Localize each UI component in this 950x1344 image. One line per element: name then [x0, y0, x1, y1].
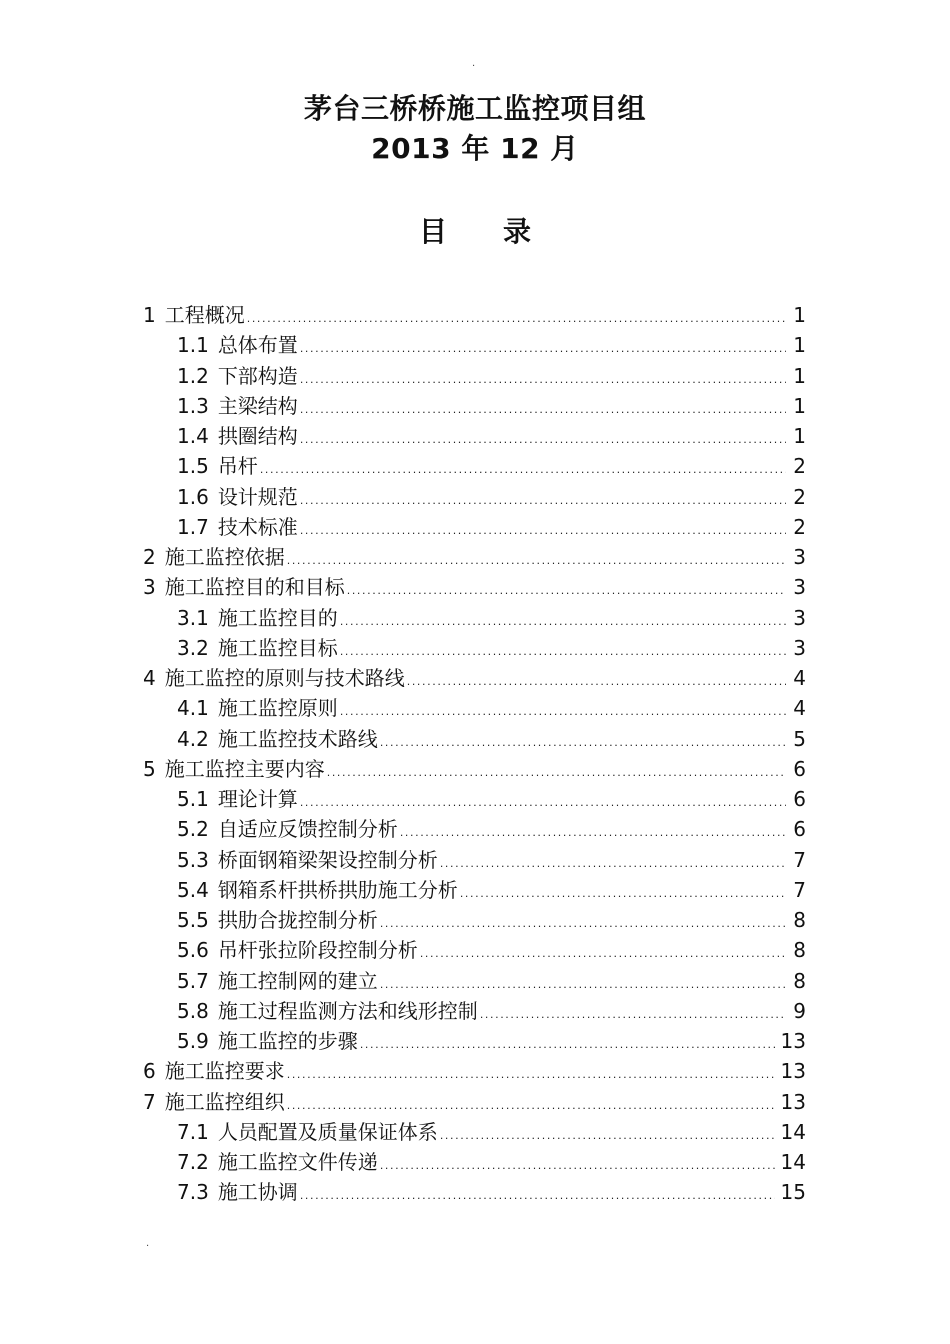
top-mark: .: [472, 58, 476, 69]
toc-entry-label: 施工监控的步骤: [217, 1029, 358, 1053]
toc-entry-label: 吊杆张拉阶段控制分析: [217, 938, 418, 963]
document-date: 2013 年 12 月: [371, 132, 579, 165]
toc-entry-page: 2: [793, 484, 806, 509]
toc-entry[interactable]: [143, 996, 806, 1026]
toc-entry-number: 5.1: [177, 787, 209, 811]
toc-entry-label: 人员配置及质量保证体系: [217, 1119, 438, 1144]
toc-dot-leader: [260, 455, 786, 485]
toc-entry-page: 14: [780, 1119, 806, 1144]
toc-entry-page: 1: [793, 363, 806, 388]
toc-entry-label: 钢箱系杆拱桥拱肋施工分析: [217, 877, 458, 902]
toc-entry-label: 拱肋合拢控制分析: [217, 908, 378, 932]
toc-entry-number: 5: [143, 756, 156, 781]
toc-entry[interactable]: [143, 512, 806, 542]
toc-entry-number: 3: [143, 575, 156, 600]
toc-entry-label: 施工监控主要内容: [164, 756, 325, 781]
toc-dot-leader: [287, 1060, 775, 1090]
toc-entry-page: 9: [793, 998, 806, 1023]
toc-entry-number: 7.2: [177, 1150, 209, 1174]
toc-entry-number: 4.1: [177, 696, 209, 721]
toc-entry-label: 施工监控依据: [164, 545, 285, 569]
toc-entry-label: 下部构造: [217, 363, 298, 388]
toc-entry-page: 13: [780, 1059, 806, 1084]
toc-entry[interactable]: [143, 330, 806, 360]
toc-entry[interactable]: [143, 603, 806, 633]
toc-entry-label: 理论计算: [217, 787, 298, 811]
toc-entry-label: 设计规范: [217, 484, 298, 509]
toc-entry-number: 7.1: [177, 1119, 209, 1144]
toc-heading-char-1: 目: [418, 215, 447, 248]
toc-entry[interactable]: [143, 875, 806, 905]
toc-entry-label: 施工监控目的和目标: [164, 575, 345, 600]
toc-entry-label: 总体布置: [217, 333, 298, 358]
toc-entry-page: 6: [793, 787, 806, 811]
toc-entry-label: 施工监控目的: [217, 605, 338, 630]
toc-entry-page: 1: [793, 303, 806, 327]
toc-dot-leader: [360, 1030, 775, 1060]
table-of-contents: [143, 300, 806, 1208]
toc-entry-label: 工程概况: [164, 303, 245, 327]
toc-entry-number: 4.2: [177, 726, 209, 751]
toc-entry-number: 4: [143, 666, 156, 690]
toc-entry-page: 8: [793, 938, 806, 963]
toc-entry-number: 1.6: [177, 484, 209, 509]
toc-entry-number: 7.3: [177, 1180, 209, 1205]
toc-entry[interactable]: [143, 482, 806, 512]
toc-entry-page: 5: [793, 726, 806, 751]
toc-entry-label: 桥面钢箱梁架设控制分析: [217, 847, 438, 872]
toc-entry-label: 施工协调: [217, 1180, 298, 1205]
toc-entry-page: 1: [793, 333, 806, 358]
toc-dot-leader: [380, 909, 786, 939]
toc-entry[interactable]: [143, 572, 806, 602]
toc-entry[interactable]: [143, 1147, 806, 1177]
toc-entry-page: 8: [793, 908, 806, 932]
toc-entry-page: 4: [793, 666, 806, 690]
toc-entry-number: 5.7: [177, 968, 209, 993]
toc-entry[interactable]: [143, 784, 806, 814]
toc-entry-page: 3: [793, 635, 806, 660]
toc-entry-number: 1.5: [177, 454, 209, 479]
toc-entry[interactable]: [143, 1087, 806, 1117]
toc-entry-label: 自适应反馈控制分析: [217, 817, 398, 842]
toc-entry-label: 施工监控文件传递: [217, 1150, 378, 1174]
toc-entry[interactable]: [143, 845, 806, 875]
document-title: 茅台三桥桥施工监控项目组: [303, 92, 646, 125]
toc-entry[interactable]: [143, 754, 806, 784]
toc-entry-number: 5.2: [177, 817, 209, 842]
toc-entry-page: 13: [780, 1089, 806, 1114]
toc-entry[interactable]: [143, 693, 806, 723]
toc-dot-leader: [380, 1151, 775, 1181]
toc-dot-leader: [380, 728, 786, 758]
toc-entry-page: 2: [793, 514, 806, 539]
toc-entry-page: 15: [780, 1180, 806, 1205]
toc-entry[interactable]: [143, 724, 806, 754]
toc-entry-page: 1: [793, 424, 806, 448]
toc-heading: [0, 210, 950, 250]
toc-entry-page: 4: [793, 696, 806, 721]
toc-dot-leader: [420, 939, 786, 969]
toc-dot-leader: [247, 304, 786, 334]
toc-entry-label: 主梁结构: [217, 393, 298, 418]
toc-dot-leader: [400, 818, 786, 848]
toc-dot-leader: [300, 334, 786, 364]
toc-entry-page: 7: [793, 877, 806, 902]
toc-entry-page: 3: [793, 545, 806, 569]
toc-dot-leader: [300, 1181, 775, 1211]
toc-entry-label: 施工监控技术路线: [217, 726, 378, 751]
bottom-mark: .: [146, 1238, 150, 1249]
toc-entry-number: 7: [143, 1089, 156, 1114]
toc-entry-page: 3: [793, 605, 806, 630]
toc-entry[interactable]: [143, 451, 806, 481]
toc-dot-leader: [347, 576, 786, 606]
toc-entry[interactable]: [143, 391, 806, 421]
toc-entry-label: 施工监控的原则与技术路线: [164, 666, 405, 690]
toc-entry-page: 6: [793, 756, 806, 781]
toc-entry-number: 3.1: [177, 605, 209, 630]
toc-entry[interactable]: [143, 542, 806, 572]
toc-entry-label: 吊杆: [217, 454, 258, 479]
toc-entry[interactable]: [143, 814, 806, 844]
toc-entry-number: 1.1: [177, 333, 209, 358]
toc-entry[interactable]: [143, 300, 806, 330]
toc-entry-number: 6: [143, 1059, 156, 1084]
toc-entry[interactable]: [143, 361, 806, 391]
toc-dot-leader: [287, 546, 786, 576]
toc-entry-page: 8: [793, 968, 806, 993]
toc-entry-number: 5.8: [177, 998, 209, 1023]
toc-entry-number: 5.3: [177, 847, 209, 872]
toc-entry[interactable]: [143, 935, 806, 965]
toc-dot-leader: [300, 425, 786, 455]
toc-entry-number: 2: [143, 545, 156, 569]
toc-entry-number: 5.5: [177, 908, 209, 932]
toc-dot-leader: [340, 607, 786, 637]
toc-entry-page: 3: [793, 575, 806, 600]
toc-dot-leader: [340, 637, 786, 667]
toc-entry[interactable]: [143, 1056, 806, 1086]
toc-dot-leader: [460, 879, 786, 909]
toc-entry-label: 施工监控组织: [164, 1089, 285, 1114]
toc-dot-leader: [300, 365, 786, 395]
toc-dot-leader: [300, 486, 786, 516]
toc-dot-leader: [440, 1121, 775, 1151]
toc-entry-label: 拱圈结构: [217, 424, 298, 448]
toc-entry-page: 14: [780, 1150, 806, 1174]
toc-entry-number: 1.3: [177, 393, 209, 418]
toc-entry-number: 1.4: [177, 424, 209, 448]
toc-entry[interactable]: [143, 663, 806, 693]
toc-dot-leader: [407, 667, 786, 697]
toc-dot-leader: [340, 697, 786, 727]
toc-dot-leader: [327, 758, 786, 788]
toc-entry-label: 施工过程监测方法和线形控制: [217, 998, 478, 1023]
toc-entry-page: 13: [780, 1029, 806, 1053]
toc-dot-leader: [300, 395, 786, 425]
toc-heading-char-2: 录: [503, 215, 532, 248]
toc-entry-page: 1: [793, 393, 806, 418]
toc-entry-label: 施工监控要求: [164, 1059, 285, 1084]
toc-entry-label: 技术标准: [217, 514, 298, 539]
toc-dot-leader: [300, 516, 786, 546]
toc-entry-number: 5.9: [177, 1029, 209, 1053]
toc-entry-page: 6: [793, 817, 806, 842]
toc-entry-page: 7: [793, 847, 806, 872]
toc-entry[interactable]: [143, 633, 806, 663]
toc-dot-leader: [440, 849, 786, 879]
toc-entry-number: 5.6: [177, 938, 209, 963]
toc-entry[interactable]: [143, 421, 806, 451]
toc-entry[interactable]: [143, 1026, 806, 1056]
toc-entry[interactable]: [143, 1117, 806, 1147]
toc-entry[interactable]: [143, 1177, 806, 1207]
toc-entry-number: 3.2: [177, 635, 209, 660]
toc-entry-number: 5.4: [177, 877, 209, 902]
toc-entry[interactable]: [143, 905, 806, 935]
toc-dot-leader: [480, 1000, 786, 1030]
toc-entry[interactable]: [143, 966, 806, 996]
toc-entry-page: 2: [793, 454, 806, 479]
toc-entry-number: 1.2: [177, 363, 209, 388]
toc-entry-number: 1: [143, 303, 156, 327]
toc-entry-label: 施工监控目标: [217, 635, 338, 660]
toc-entry-label: 施工监控原则: [217, 696, 338, 721]
toc-entry-label: 施工控制网的建立: [217, 968, 378, 993]
toc-entry-number: 1.7: [177, 514, 209, 539]
